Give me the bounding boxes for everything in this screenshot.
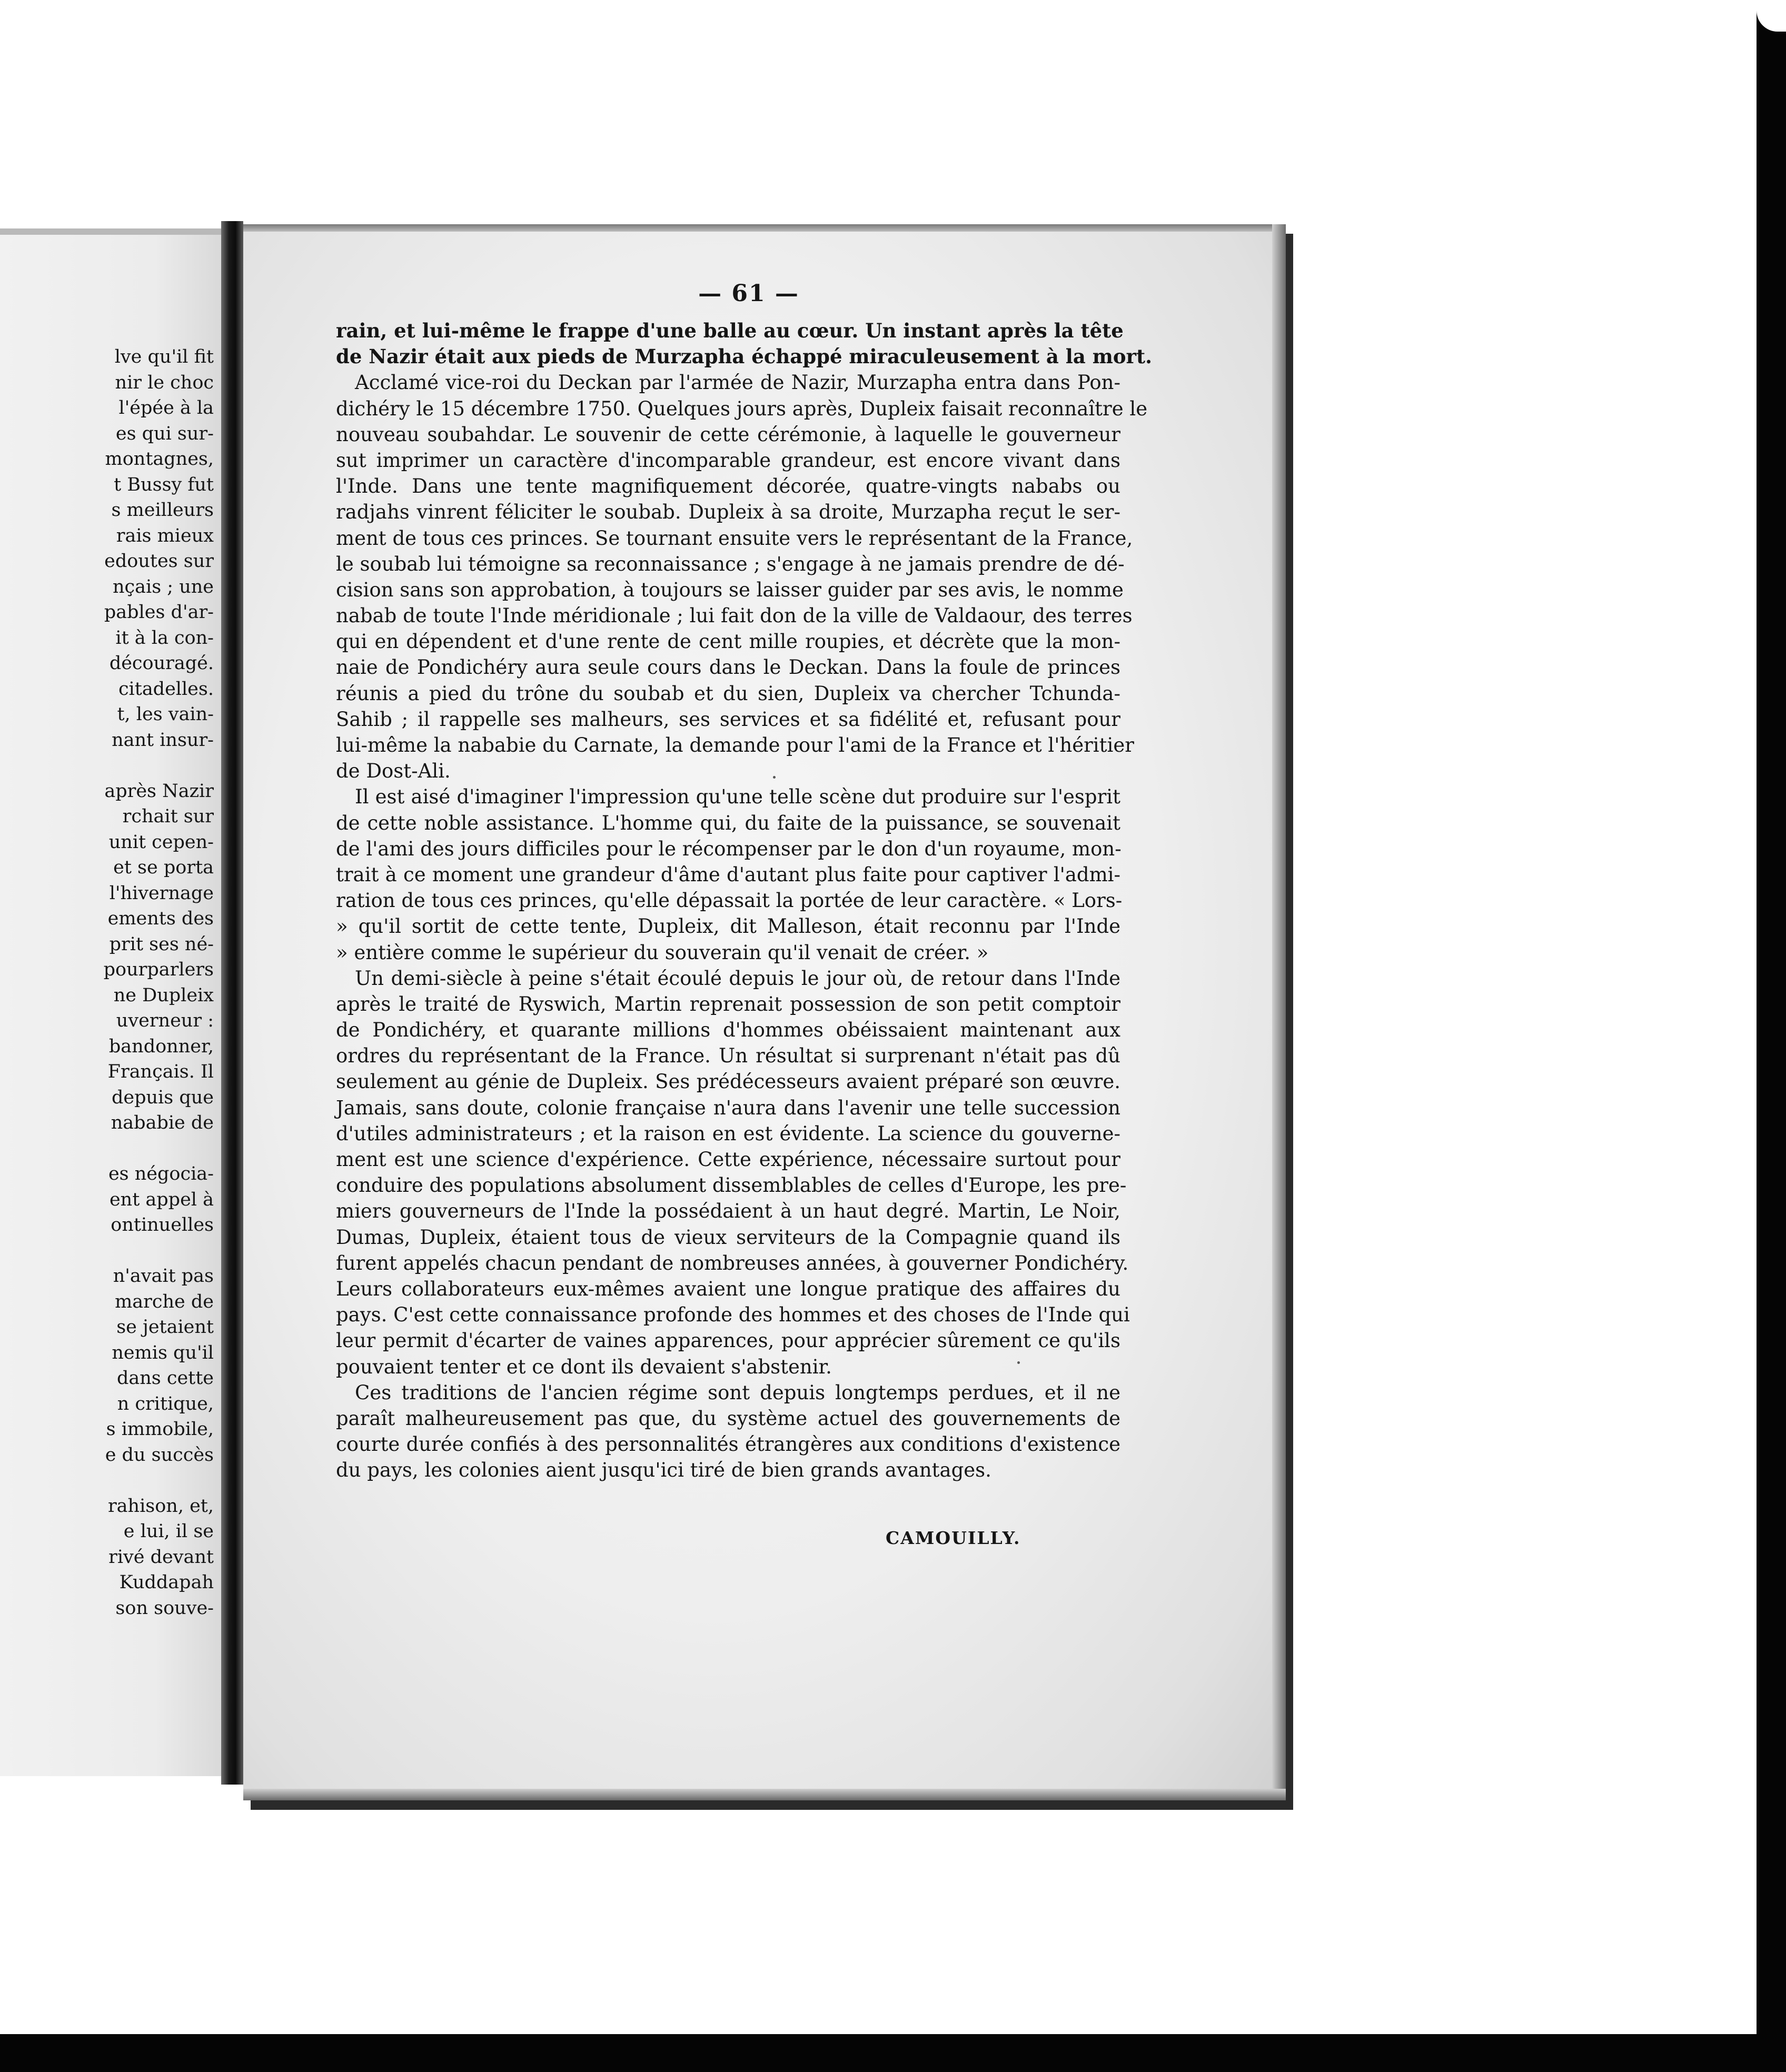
scan-edge-bottom (0, 2034, 1786, 2072)
paragraph-line: Acclamé vice-roi du Deckan par l'armée de Nazir, Murzapha entra dans Pon- (355, 371, 1120, 394)
paragraph-line: le soubab lui témoigne sa reconnaissance ; s'engage à ne jamais prendre de dé- (336, 552, 1125, 575)
main-page-top-edge (243, 224, 1286, 232)
left-page-line: lve qu'il fit (114, 346, 214, 367)
left-page-line: pourparlers (103, 959, 214, 980)
left-page-line: edoutes sur (104, 551, 214, 572)
paragraph-line: ment est une science d'expérience. Cette expérience, nécessaire surtout pour (336, 1148, 1120, 1171)
paragraph-line: réunis a pied du trône du soubab et du sien, Dupleix va chercher Tchunda- (336, 682, 1120, 705)
left-page-line: rais mieux (116, 525, 214, 546)
paragraph-line: sut imprimer un caractère d'incomparable grandeur, est encore vivant dans (336, 449, 1120, 472)
left-page-line: e du succès (105, 1444, 214, 1466)
print-speck (773, 776, 776, 779)
left-page-line: t Bussy fut (114, 474, 214, 495)
paragraph-line: naie de Pondichéry aura seule cours dans le Deckan. Dans la foule de princes (336, 656, 1120, 679)
left-page-top-edge (0, 228, 221, 235)
left-page-line: s immobile, (106, 1419, 214, 1440)
paragraph-line: de Dost-Ali. (336, 760, 451, 783)
paragraph-line: » qu'il sortit de cette tente, Dupleix, dit Malleson, était reconnu par l'Inde (336, 915, 1120, 938)
paragraph-line: du pays, les colonies aient jusqu'ici tiré de bien grands avantages. (336, 1459, 991, 1482)
article-body (336, 318, 1152, 1483)
scan-edge-right (1757, 0, 1786, 2072)
left-page-line: e lui, il se (123, 1521, 214, 1542)
left-page-line: prit ses né- (109, 933, 214, 955)
left-page-line (0, 753, 214, 779)
paragraph-line: seulement au génie de Dupleix. Ses prédécesseurs avaient préparé son œuvre. (336, 1070, 1120, 1093)
left-page (0, 228, 221, 1776)
paragraph-line: de Pondichéry, et quarante millions d'hommes obéissaient maintenant aux (336, 1019, 1120, 1042)
paragraph-line: cision sans son approbation, à toujours se laisser guider par ses avis, le nomme (336, 578, 1124, 601)
paragraph-line: Jamais, sans doute, colonie française n'aura dans l'avenir une telle succession (336, 1096, 1120, 1119)
left-page-line: nemis qu'il (112, 1342, 214, 1363)
left-page-line: rchait sur (122, 806, 214, 827)
left-page-line: pables d'ar- (104, 602, 214, 623)
paragraph-line: radjahs vinrent féliciter le soubab. Dupleix à sa droite, Murzapha reçut le ser- (336, 501, 1120, 524)
paragraph-line: ordres du représentant de la France. Un résultat si surprenant n'était pas dû (336, 1044, 1120, 1068)
left-page-line: rahison, et, (107, 1495, 214, 1517)
paragraph-line: courte durée confiés à des personnalités étrangères aux conditions d'existence (336, 1433, 1120, 1456)
page-number: — 61 — (698, 280, 799, 307)
paragraph-line: miers gouverneurs de l'Inde la possédaient à un haut degré. Martin, Le Noir, (336, 1200, 1120, 1223)
left-page-line: s meilleurs (111, 500, 214, 521)
paragraph-line: pouvaient tenter et ce dont ils devaient s'abstenir. (336, 1355, 832, 1378)
left-page-line: montagnes, (105, 449, 214, 470)
print-speck (1017, 1361, 1020, 1364)
paragraph-line: de cette noble assistance. L'homme qui, du faite de la puissance, se souvenait (336, 811, 1120, 834)
paragraph-line: leur permit d'écarter de vaines apparences, pour apprécier sûrement ce qu'ils (336, 1329, 1120, 1352)
paragraph-line: rain, et lui-même le frappe d'une balle au cœur. Un instant après la tête (336, 319, 1124, 342)
paragraph-line: nouveau soubahdar. Le souvenir de cette cérémonie, à laquelle le gouverneur (336, 423, 1120, 446)
left-page-line: nir le choc (115, 372, 214, 393)
left-page-line: uverneur : (116, 1010, 214, 1031)
left-page-line: n'avait pas (113, 1266, 214, 1287)
paragraph-line: furent appelés chacun pendant de nombreuses années, à gouverner Pondichéry. (336, 1251, 1129, 1274)
left-page-line (0, 1136, 214, 1162)
main-page (243, 224, 1286, 1800)
left-page-line: nant insur- (112, 729, 214, 751)
paragraph-line: Dumas, Dupleix, étaient tous de vieux serviteurs de la Compagnie quand ils (336, 1226, 1120, 1249)
paragraph-line: l'Inde. Dans une tente magnifiquement décorée, quatre-vingts nababs ou (336, 475, 1120, 498)
paragraph-line: trait à ce moment une grandeur d'âme d'autant plus faite pour captiver l'admi- (336, 863, 1120, 886)
left-page-line: se jetaient (116, 1317, 214, 1338)
left-page-line: es qui sur- (115, 423, 214, 444)
left-page-line: n critique, (117, 1393, 214, 1414)
left-page-line: depuis que (111, 1087, 214, 1108)
left-page-line: t, les vain- (117, 704, 214, 725)
main-page-bottom-edge (243, 1789, 1286, 1800)
left-page-line (0, 1238, 214, 1264)
left-page-line: nçais ; une (112, 576, 214, 597)
paragraph-line: nabab de toute l'Inde méridionale ; lui fait don de la ville de Valdaour, des terres (336, 604, 1133, 627)
paragraph-line: de l'ami des jours difficiles pour le récompenser par le don d'un royaume, mon- (336, 837, 1122, 860)
paragraph-line: dichéry le 15 décembre 1750. Quelques jours après, Dupleix faisait reconnaître le (336, 397, 1148, 420)
left-page-line: l'hivernage (109, 882, 214, 904)
paragraph-line: ration de tous ces princes, qu'elle dépassait la portée de leur caractère. « Lors- (336, 889, 1123, 912)
left-page-line: bandonner, (108, 1035, 214, 1057)
left-page-line: dans cette (116, 1368, 214, 1389)
left-page-line: Kuddapah (119, 1572, 214, 1593)
left-page-line: découragé. (109, 653, 214, 674)
author-signature: CAMOUILLY. (886, 1528, 1021, 1548)
paragraph-line: conduire des populations absolument dissemblables de celles d'Europe, les pre- (336, 1174, 1127, 1197)
paragraph-line: Il est aisé d'imaginer l'impression qu'une telle scène dut produire sur l'esprit (355, 785, 1120, 809)
left-page-line: Français. Il (107, 1061, 214, 1082)
left-page-line: après Nazir (104, 780, 214, 802)
paragraph-line: Leurs collaborateurs eux-mêmes avaient une longue pratique des affaires du (336, 1277, 1120, 1300)
paragraph-line: d'utiles administrateurs ; et la raison en est évidente. La science du gouverne- (336, 1122, 1120, 1145)
left-page-line: rivé devant (108, 1546, 214, 1568)
left-page-line: son souve- (115, 1597, 214, 1619)
left-page-line: ontinuelles (111, 1214, 214, 1236)
paragraph-line: qui en dépendent et d'une rente de cent mille roupies, et décrète que la mon- (336, 630, 1120, 653)
left-page-line (0, 1468, 214, 1493)
paragraph-line: pays. C'est cette connaissance profonde des hommes et des choses de l'Inde qui (336, 1303, 1130, 1327)
paragraph-line: après le traité de Ryswich, Martin reprenait possession de son petit comptoir (336, 992, 1120, 1015)
paragraph-line: ment de tous ces princes. Se tournant ensuite vers le représentant de la France, (336, 526, 1133, 550)
left-page-line: ne Dupleix (113, 984, 214, 1006)
left-page-line: marche de (115, 1291, 214, 1312)
left-page-line: unit cepen- (108, 831, 214, 853)
book-spine (221, 221, 243, 1785)
left-page-line: it à la con- (115, 627, 214, 649)
left-page-line: nababie de (111, 1112, 214, 1133)
left-page-line: l'épée à la (118, 397, 214, 419)
paragraph-line: Un demi-siècle à peine s'était écoulé depuis le jour où, de retour dans l'Inde (355, 967, 1120, 990)
left-page-line: ements des (107, 908, 214, 929)
left-page-line: citadelles. (118, 678, 214, 700)
left-page-line: et se porta (113, 857, 214, 878)
left-page-line: es négocia- (108, 1163, 214, 1184)
paragraph-line: Sahib ; il rappelle ses malheurs, ses services et sa fidélité et, refusant pour (336, 708, 1120, 731)
paragraph-line: de Nazir était aux pieds de Murzapha échappé miraculeusement à la mort. (336, 345, 1152, 368)
paragraph-line: lui-même la nababie du Carnate, la demande pour l'ami de la France et l'héritier (336, 734, 1134, 756)
paragraph-line: Ces traditions de l'ancien régime sont depuis longtemps perdues, et il ne (355, 1381, 1120, 1404)
left-page-text (0, 344, 214, 1621)
main-page-right-edge (1272, 224, 1286, 1800)
paragraph-line: » entière comme le supérieur du souverain qu'il venait de créer. » (336, 941, 989, 964)
paragraph-line: paraît malheureusement pas que, du système actuel des gouvernements de (336, 1407, 1120, 1430)
left-page-line: ent appel à (109, 1189, 214, 1210)
